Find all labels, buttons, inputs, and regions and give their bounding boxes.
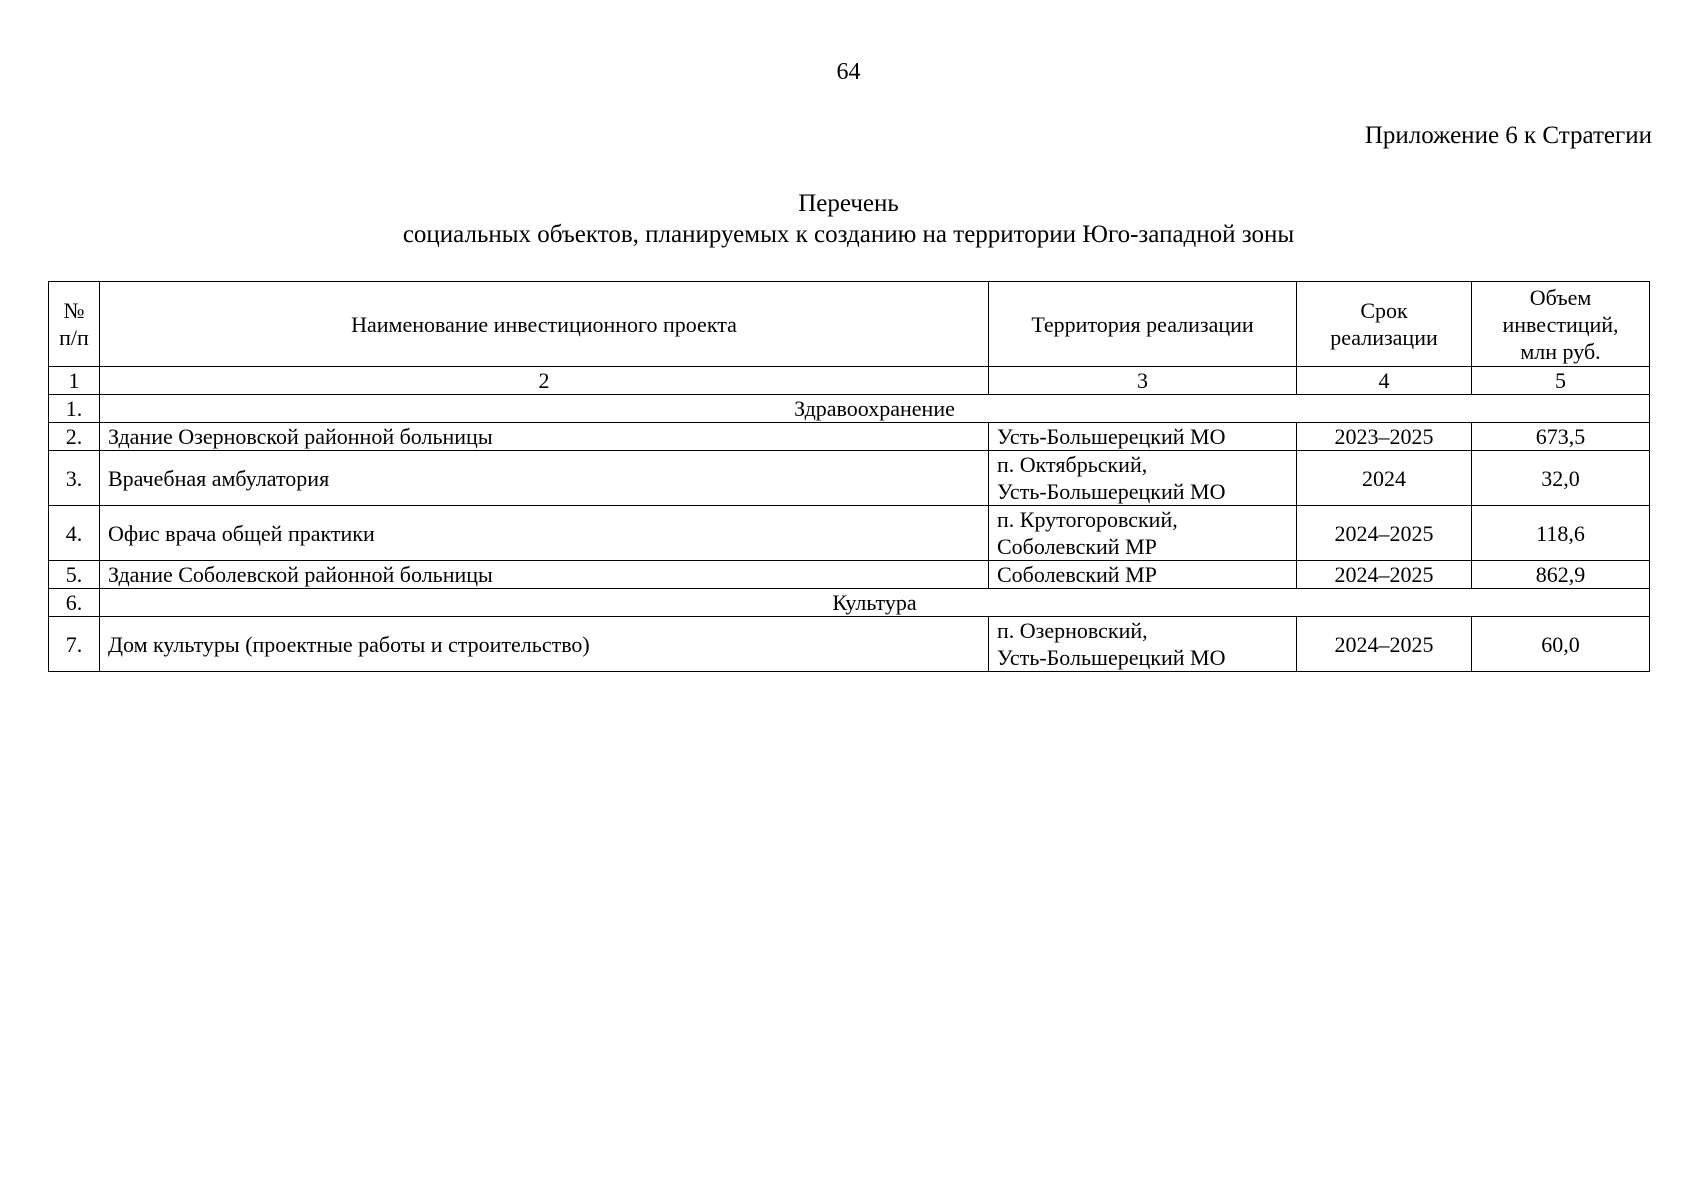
table-row <box>49 561 1650 589</box>
investment-volume: 673,5 <box>1472 423 1650 451</box>
table-header-row <box>49 282 1650 367</box>
section-title: Культура <box>100 589 1650 617</box>
row-number: 6. <box>49 589 100 617</box>
column-number: 1 <box>49 367 100 395</box>
row-number: 1. <box>49 395 100 423</box>
project-name: Здание Соболевской районной больницы <box>100 561 989 589</box>
investment-volume: 60,0 <box>1472 617 1650 672</box>
territory: Усть-Большерецкий МО <box>989 423 1297 451</box>
project-name: Дом культуры (проектные работы и строительство) <box>100 617 989 672</box>
section-title: Здравоохранение <box>100 395 1650 423</box>
section-row-healthcare <box>49 395 1650 423</box>
header-num: № п/п <box>49 282 100 367</box>
territory: п. Крутогоровский, Соболевский МР <box>989 506 1297 561</box>
column-number: 3 <box>989 367 1297 395</box>
territory: Соболевский МР <box>989 561 1297 589</box>
social-objects-table <box>48 281 1650 672</box>
header-project-name: Наименование инвестиционного проекта <box>100 282 989 367</box>
column-number: 5 <box>1472 367 1650 395</box>
row-number: 7. <box>49 617 100 672</box>
column-number: 4 <box>1297 367 1472 395</box>
title-line-1: Перечень <box>798 190 899 217</box>
header-investment-volume: Объем инвестиций, млн руб. <box>1472 282 1650 367</box>
row-number: 3. <box>49 451 100 506</box>
title-line-2: социальных объектов, планируемых к созданию на территории Юго-западной зоны <box>402 221 1295 248</box>
table-row <box>49 451 1650 506</box>
territory: п. Озерновский, Усть-Большерецкий МО <box>989 617 1297 672</box>
project-name: Офис врача общей практики <box>100 506 989 561</box>
document-title <box>0 188 1697 250</box>
investment-volume: 118,6 <box>1472 506 1650 561</box>
investment-volume: 862,9 <box>1472 561 1650 589</box>
section-row-culture <box>49 589 1650 617</box>
term: 2023–2025 <box>1297 423 1472 451</box>
territory: п. Октябрьский, Усть-Большерецкий МО <box>989 451 1297 506</box>
header-term: Срок реализации <box>1297 282 1472 367</box>
project-name: Здание Озерновской районной больницы <box>100 423 989 451</box>
investment-volume: 32,0 <box>1472 451 1650 506</box>
term: 2024 <box>1297 451 1472 506</box>
row-number: 4. <box>49 506 100 561</box>
term: 2024–2025 <box>1297 617 1472 672</box>
table-row <box>49 617 1650 672</box>
appendix-label: Приложение 6 к Стратегии <box>1364 122 1652 149</box>
header-territory: Территория реализации <box>989 282 1297 367</box>
project-name: Врачебная амбулатория <box>100 451 989 506</box>
page-number: 64 <box>836 59 861 85</box>
table-row <box>49 506 1650 561</box>
table-row <box>49 423 1650 451</box>
column-number: 2 <box>100 367 989 395</box>
row-number: 5. <box>49 561 100 589</box>
term: 2024–2025 <box>1297 506 1472 561</box>
term: 2024–2025 <box>1297 561 1472 589</box>
column-number-row <box>49 367 1650 395</box>
row-number: 2. <box>49 423 100 451</box>
